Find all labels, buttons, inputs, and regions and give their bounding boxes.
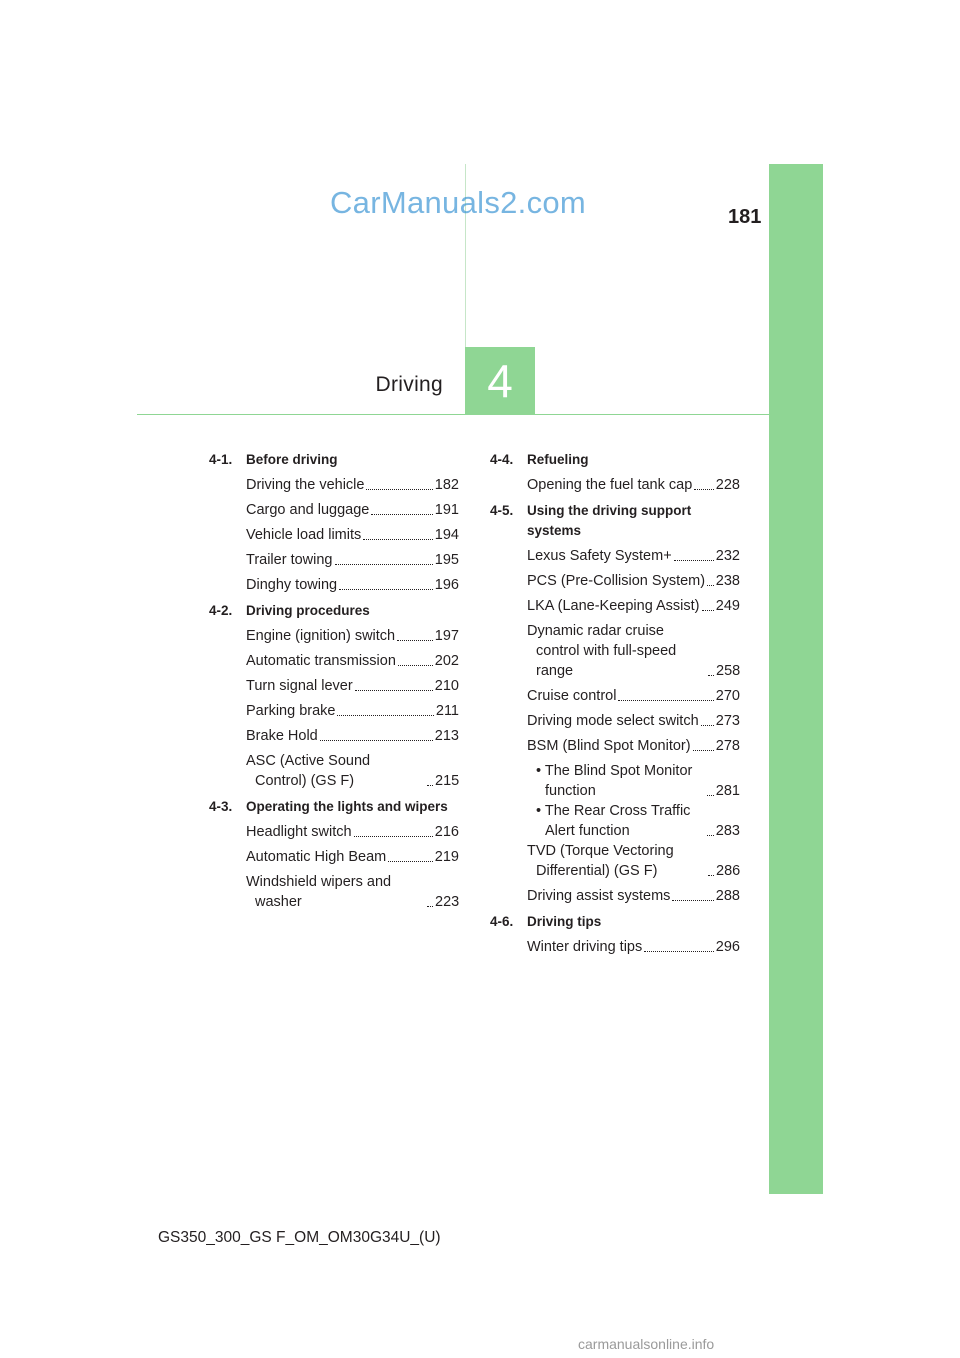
page-number: 181 <box>728 206 762 228</box>
dot-leader <box>397 640 433 641</box>
dot-leader <box>354 836 433 837</box>
toc-entry-label: Engine (ignition) switch <box>246 628 396 644</box>
toc-entry-label: Automatic High Beam <box>246 849 387 865</box>
dot-leader <box>707 585 714 586</box>
toc-entry-page: 273 <box>715 713 740 729</box>
dot-leader <box>693 750 714 751</box>
toc-section <box>490 912 740 957</box>
toc-entry[interactable] <box>246 822 459 842</box>
toc-entry-label: Headlight switch <box>246 824 352 840</box>
toc-section <box>490 501 740 906</box>
dot-leader <box>337 715 433 716</box>
toc-entry-label: Turn signal lever <box>246 678 353 694</box>
toc-entry-label: ASC (Active Sound Control) (GS F) <box>246 753 371 789</box>
dot-leader <box>644 951 714 952</box>
dot-leader <box>363 539 433 540</box>
toc-entry-page: 210 <box>434 678 459 694</box>
dot-leader <box>388 861 433 862</box>
section-heading[interactable] <box>209 601 459 621</box>
dot-leader <box>339 589 433 590</box>
toc-entry-page: 194 <box>434 527 459 543</box>
toc-entry-label: Lexus Safety System+ <box>527 548 672 564</box>
section-title: Before driving <box>246 452 338 467</box>
toc-entry-page: 202 <box>434 653 459 669</box>
toc-entry-page: 223 <box>435 894 460 910</box>
section-number: 4-1. <box>209 452 233 467</box>
toc-entry[interactable] <box>536 801 740 841</box>
toc-entry[interactable] <box>246 676 459 696</box>
toc-entry[interactable] <box>527 937 740 957</box>
toc-entry-label: • The Blind Spot Monitor function <box>536 763 693 799</box>
toc-entry-page: 258 <box>716 663 741 679</box>
toc-entry-page: 249 <box>715 598 740 614</box>
section-number: 4-4. <box>490 452 514 467</box>
toc-entry[interactable] <box>536 761 740 801</box>
toc-entry-label: Driving assist systems <box>527 888 671 904</box>
toc-entry[interactable] <box>246 872 459 912</box>
toc-entry-label: • The Rear Cross Traffic Alert function <box>536 803 691 839</box>
dot-leader <box>618 700 713 701</box>
toc-entry-page: 196 <box>434 577 459 593</box>
dot-leader <box>427 785 433 786</box>
dot-leader <box>702 610 714 611</box>
section-heading[interactable] <box>490 912 740 932</box>
footer-code: GS350_300_GS F_OM_OM30G34U_(U) <box>158 1229 441 1246</box>
toc-entry-label: Parking brake <box>246 703 336 719</box>
section-heading[interactable] <box>490 450 740 470</box>
section-title: Using the driving support systems <box>527 503 692 538</box>
toc-entry[interactable] <box>246 500 459 520</box>
toc-entry[interactable] <box>527 686 740 706</box>
section-title: Operating the lights and wipers <box>246 799 448 814</box>
toc-entry[interactable] <box>527 571 740 591</box>
toc-entry[interactable] <box>246 550 459 570</box>
toc-entry-label: Driving the vehicle <box>246 477 365 493</box>
toc-entry-page: 197 <box>434 628 459 644</box>
toc-section <box>209 601 459 791</box>
toc-entry[interactable] <box>246 525 459 545</box>
toc-entry-label: PCS (Pre-Collision System) <box>527 573 706 589</box>
watermark: CarManuals2.com <box>330 185 587 220</box>
toc-entry[interactable] <box>527 475 740 495</box>
toc-entry-page: 195 <box>434 552 459 568</box>
dot-leader <box>708 675 714 676</box>
toc-section <box>209 797 459 912</box>
toc-entry-page: 191 <box>434 502 459 518</box>
toc-entry[interactable] <box>246 626 459 646</box>
toc-entry-label: Dinghy towing <box>246 577 338 593</box>
toc-entry-page: 211 <box>435 703 459 719</box>
toc-entry-label: Opening the fuel tank cap <box>527 477 693 493</box>
toc-entry-page: 228 <box>715 477 740 493</box>
toc-section <box>490 450 740 495</box>
toc-entry-label: Automatic transmission <box>246 653 396 669</box>
toc-entry-page: 278 <box>715 738 740 754</box>
toc-entry-label: Winter driving tips <box>527 939 643 955</box>
section-number: 4-6. <box>490 914 514 929</box>
section-heading[interactable] <box>490 501 740 541</box>
divider-horizontal <box>137 414 769 415</box>
section-heading[interactable] <box>209 797 459 817</box>
footer-watermark: carmanualsonline.info <box>578 1336 715 1352</box>
toc-entry[interactable] <box>246 575 459 595</box>
toc-entry-label: Trailer towing <box>246 552 333 568</box>
toc-entry-label: Driving mode select switch <box>527 713 699 729</box>
toc-column-left <box>209 450 459 918</box>
toc-entry[interactable] <box>246 701 459 721</box>
toc-entry[interactable] <box>527 546 740 566</box>
section-number: 4-2. <box>209 603 233 618</box>
section-number: 4-5. <box>490 503 514 518</box>
toc-entry[interactable] <box>246 726 459 746</box>
toc-entry-label: Windshield wipers and washer <box>246 874 392 910</box>
dot-leader <box>398 665 433 666</box>
toc-entry[interactable] <box>527 886 740 906</box>
toc-entry[interactable] <box>246 847 459 867</box>
toc-entry-page: 215 <box>435 773 460 789</box>
chapter-title: Driving <box>375 373 443 396</box>
toc-entry[interactable] <box>527 596 740 616</box>
toc-entry-page: 213 <box>434 728 459 744</box>
toc-column-right <box>490 450 740 963</box>
dot-leader <box>672 900 713 901</box>
dot-leader <box>701 725 714 726</box>
toc-entry[interactable] <box>246 751 459 791</box>
toc-entry-page: 216 <box>434 824 459 840</box>
dot-leader <box>707 835 714 836</box>
toc-entry-page: 281 <box>715 783 740 799</box>
toc-entry-page: 219 <box>434 849 459 865</box>
toc-entry-page: 296 <box>715 939 740 955</box>
toc-entry-label: BSM (Blind Spot Monitor) <box>527 738 691 754</box>
dot-leader <box>366 489 432 490</box>
toc-entry[interactable] <box>527 841 740 881</box>
chapter-side-tab <box>769 164 823 1194</box>
dot-leader <box>355 690 433 691</box>
toc-entry-page: 283 <box>715 823 740 839</box>
toc-entry-page: 238 <box>715 573 740 589</box>
dot-leader <box>320 740 433 741</box>
toc-entry-page: 288 <box>715 888 740 904</box>
section-title: Driving procedures <box>246 603 370 618</box>
toc-entry-label: Dynamic radar cruise control with full-speed range <box>527 623 677 679</box>
toc-entry-label: Cargo and luggage <box>246 502 370 518</box>
dot-leader <box>335 564 433 565</box>
section-title: Refueling <box>527 452 589 467</box>
toc-entry[interactable] <box>246 651 459 671</box>
toc-entry-page: 270 <box>715 688 740 704</box>
dot-leader <box>674 560 714 561</box>
toc-entry[interactable] <box>527 621 740 681</box>
toc-entry-page: 286 <box>716 863 741 879</box>
toc-entry[interactable] <box>527 736 740 756</box>
section-heading[interactable] <box>209 450 459 470</box>
dot-leader <box>694 489 714 490</box>
toc-entry-label: Brake Hold <box>246 728 318 744</box>
toc-entry-page: 182 <box>434 477 459 493</box>
section-number: 4-3. <box>209 799 233 814</box>
toc-entry-label: TVD (Torque Vectoring Differential) (GS F) <box>527 843 674 879</box>
toc-entry-label: LKA (Lane-Keeping Assist) <box>527 598 700 614</box>
section-title: Driving tips <box>527 914 602 929</box>
toc-entry[interactable] <box>527 711 740 731</box>
dot-leader <box>707 795 714 796</box>
chapter-number-box: 4 <box>465 347 535 415</box>
toc-entry[interactable] <box>246 475 459 495</box>
toc-section <box>209 450 459 595</box>
toc-entry-label: Cruise control <box>527 688 617 704</box>
toc-entry-page: 232 <box>715 548 740 564</box>
dot-leader <box>371 514 432 515</box>
dot-leader <box>708 875 714 876</box>
dot-leader <box>427 906 433 907</box>
toc-entry-label: Vehicle load limits <box>246 527 362 543</box>
